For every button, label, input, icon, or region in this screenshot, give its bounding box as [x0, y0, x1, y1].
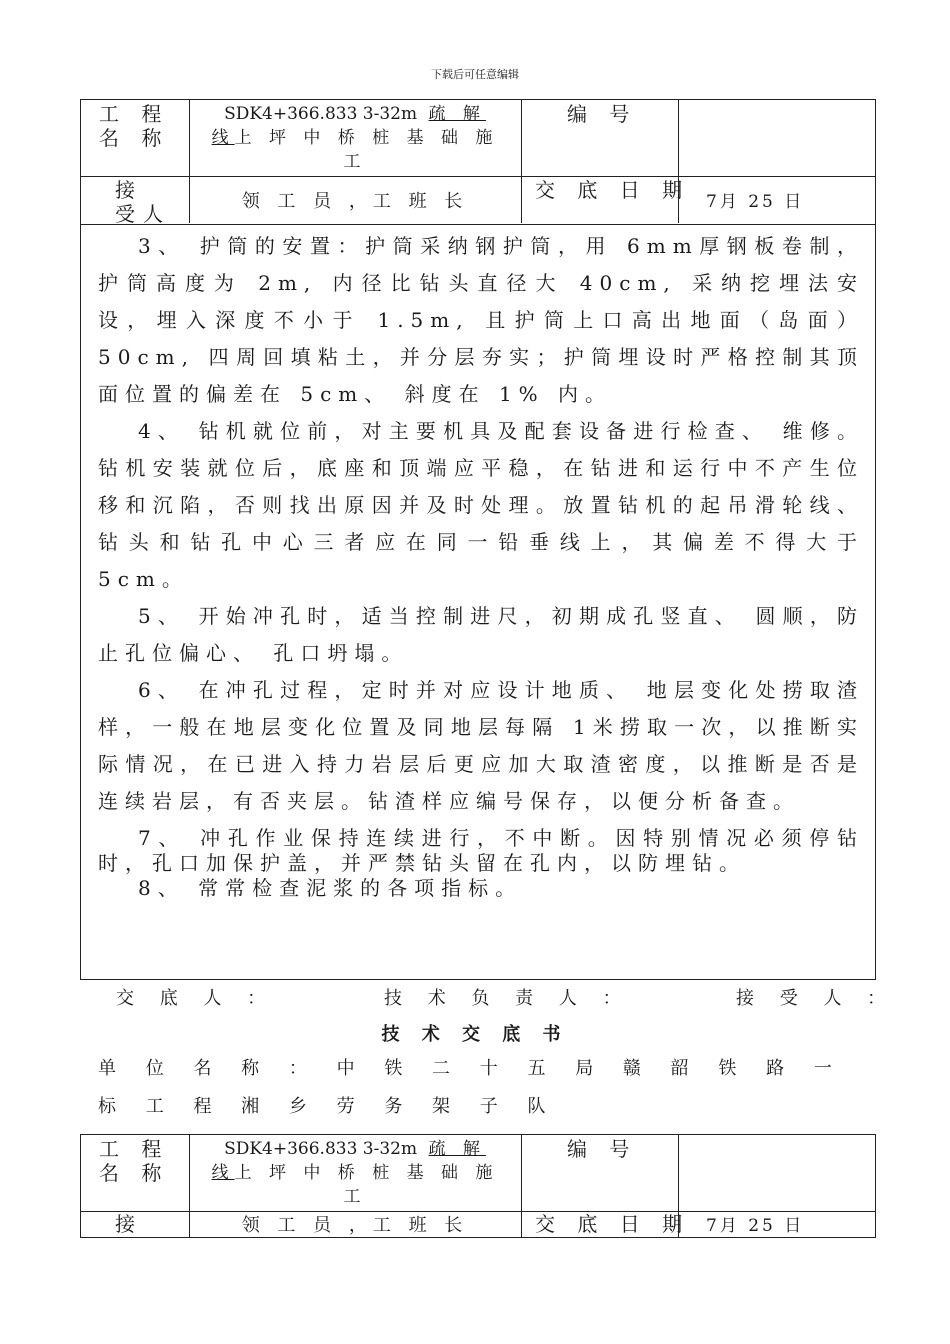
- tech-lead-label: 技 术 负 责 人 ：: [384, 988, 631, 1009]
- header-note: 下载后可任意编辑: [431, 68, 519, 81]
- handover-table-2: [80, 1134, 876, 1238]
- paragraph-6: 6、 在冲孔过程，定时并对应设计地质、 地层变化处捞取渣样，一般在地层变化位置及同地层每隔 1米捞取一次，以推断实际情况，在已进入持力岩层后更应加大取渣密度，以推断是否是连续岩层，有否夹层。钻渣样应编号保存，以便分析备查。: [98, 678, 864, 813]
- number-label-2: 编 号: [567, 1137, 638, 1161]
- receiver-value: 领 工 员 ，工 班 长: [241, 191, 469, 212]
- paragraph-3: 3、 护筒的安置：护筒采纳钢护筒，用 6mm厚钢板卷制，护筒高度为 2m, 内径比钻头直径大 40cm, 采纳挖埋法安设，埋入深度不小于 1.5m, 且护筒上口高出地面（岛面）50cm, 四周回填粘土，并分层夯实；护筒埋设时严格控制其顶面位置的偏差在 5cm、 斜度在 1% 内。: [98, 234, 864, 406]
- handover-person-label: 交 底 人 ：: [116, 988, 276, 1009]
- paragraph-7: 7、 冲孔作业保持连续进行，不中断。因特别情况必须停钻时，孔口加保护盖，并严禁钻头留在孔内，以防埋钻。: [98, 826, 864, 875]
- date-label: 交 底 日 期: [535, 178, 691, 202]
- date-value-2: 7月 25 日: [706, 1216, 805, 1236]
- paragraph-8: 8、 常常检查泥浆的各项指标。: [138, 876, 523, 900]
- project-name-value: SDK4+366.833 3-32m 疏 解 线上 坪 中 桥 桩 基 础 施 工: [211, 104, 499, 172]
- paragraph-5: 5、 开始冲孔时，适当控制进尺，初期成孔竖直、 圆顺，防止孔位偏心、 孔口坍塌。: [98, 604, 864, 665]
- date-value: 7月 25 日: [706, 192, 805, 212]
- receiver-label: 接 受人: [115, 178, 171, 226]
- date-label-2: 交 底 日 期: [535, 1212, 691, 1236]
- receiver-value-2: 领 工 员 ，工 班 长: [241, 1215, 469, 1236]
- paragraph-4: 4、 钻机就位前，对主要机具及配套设备进行检查、 维修。钻机安装就位后，底座和顶端应平稳，在钻进和运行中不产生位移和沉陷，否则找出原因并及时处理。放置钻机的起吊滑轮线、 钻头和钻孔中心三者应在同一铅垂线上，其偏差不得大于 5cm。: [98, 419, 864, 591]
- project-name-label: 工 程 名 称: [99, 102, 170, 150]
- receiver-label-2: 接: [115, 1212, 143, 1236]
- receiver-signature-label: 接 受 人 ：: [736, 988, 896, 1009]
- unit-name: 单 位 名 称 ： 中 铁 二 十 五 局 赣 韶 铁 路 一 标 工 程 湘 乡 劳 务 架 子 队: [98, 1058, 844, 1117]
- document-title: 技 术 交 底 书: [381, 1024, 569, 1045]
- project-name-label-2: 工 程 名 称: [99, 1137, 170, 1185]
- number-label: 编 号: [567, 102, 638, 126]
- handover-content: [98, 228, 864, 901]
- project-name-value-2: SDK4+366.833 3-32m 疏 解 线上 坪 中 桥 桩 基 础 施 工: [211, 1139, 499, 1207]
- number-value: [681, 102, 873, 172]
